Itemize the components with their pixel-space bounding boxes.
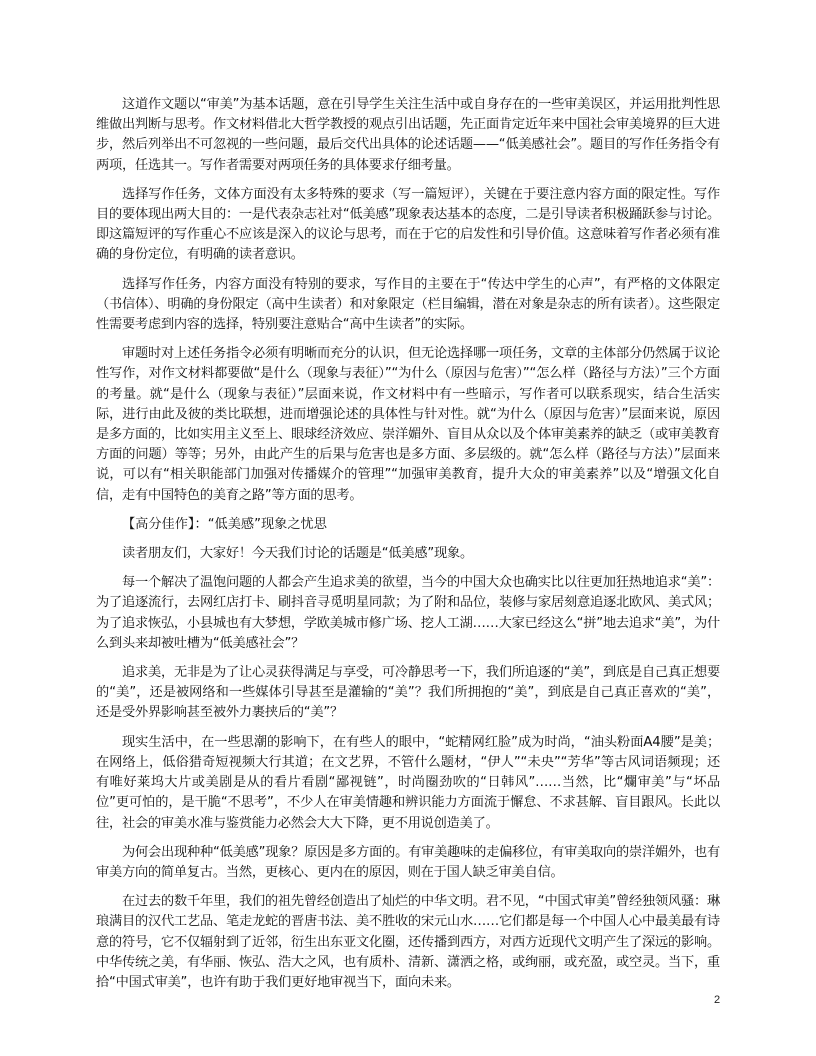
page-number: 2 xyxy=(714,994,721,1006)
essay-paragraph-3: 追求美，无非是为了让心灵获得满足与享受，可冷静思考一下，我们所追逐的“美”，到底是自己真正想要的“美”，还是被网络和一些媒体引导甚至是灌输的“美”？我们所拥抱的“美”，到底是自己真正喜欢的“美”，还是受外界影响甚至被外力裹挟后的“美”？ xyxy=(96,665,720,721)
document-body xyxy=(96,95,720,1002)
essay-paragraph-6: 在过去的数千年里，我们的祖先曾经创造出了灿烂的中华文明。君不见，“中国式审美”曾经独领风骚：琳琅满目的汉代工艺品、笔走龙蛇的晋唐书法、美不胜收的宋元山水……它们都是每一个中国人心中最美最有诗意的符号，它不仅辐射到了近邻，衍生出东亚文化圈，还传播到西方，对西方近现代文明产生了深远的影响。中华传统之美，有华丽、恢弘、浩大之风，也有质朴、清新、潇洒之格，或绚丽，或充盈，或空灵。当下，重拾“中国式审美”，也许有助于我们更好地审视当下，面向未来。 xyxy=(96,894,720,990)
analysis-paragraph-1: 这道作文题以“审美”为基本话题，意在引导学生关注生活中或自身存在的一些审美误区，并运用批判性思维做出判断与思考。作文材料借北大哲学教授的观点引出话题，先正面肯定近年来中国社会审美境界的巨大进步，然后列举出不可忽视的一些问题，最后交代出具体的论述话题——“低美感社会”。题目的写作任务指令有两项，任选其一。写作者需要对两项任务的具体要求仔细考量。 xyxy=(96,97,720,173)
essay-paragraph-4: 现实生活中，在一些思潮的影响下，在有些人的眼中，“蛇精网红脸”成为时尚，“油头粉面A4腰”是美；在网络上，低俗猎奇短视频大行其道；在文艺界，不管什么题材，“伊人”“未央”“芳华”等古风词语频现；还有唯好莱坞大片或美剧是从的看片看剧“鄙视链”，时尚圈劲吹的“日韩风”……当然，比“爛审美”与“坏品位”更可怕的，是干脆“不思考”，不少人在审美情趣和辨识能力方面流于懈怠、不求甚解、盲目跟风。长此以往，社会的审美水准与鉴赏能力必然会大大下降，更不用说创造美了。 xyxy=(96,734,720,831)
essay-paragraph-2: 每一个解决了温饱问题的人都会产生追求美的欲望，当今的中国大众也确实比以往更加狂热地追求“美”：为了追逐流行，去网红店打卡、刷抖音寻觅明星同款；为了附和品位，装修与家居刻意追逐北欧风、美式风；为了追求恢弘，小县城也有大梦想，学欧美城市修广场、挖人工湖……大家已经这么“拼”地去追求“美”，为什么到头来却被吐槽为“低美感社会”？ xyxy=(96,575,720,651)
analysis-paragraph-2: 选择写作任务，文体方面没有太多特殊的要求（写一篇短评），关键在于要注意内容方面的限定性。写作目的要体现出两大目的：一是代表杂志社对“低美感”现象表达基本的态度，二是引导读者积极踊跃参与讨论。即这篇短评的写作重心不应该是深入的议论与思考，而在于它的启发性和引导价值。这意味着写作者必须有准确的身份定位，有明确的读者意识。 xyxy=(96,186,720,263)
essay-paragraph-5: 为何会出现种种“低美感”现象？原因是多方面的。有审美趣味的走偏移位，有审美取向的崇洋媚外，也有审美方向的简单复古。当然，更核心、更内在的原因，则在于国人缺乏审美自信。 xyxy=(96,844,720,880)
essay-heading: 【高分佳作】：“低美感”现象之忧思 xyxy=(122,516,327,532)
analysis-paragraph-4: 审题时对上述任务指令必须有明晰而充分的认识，但无论选择哪一项任务，文章的主体部分仍然属于议论性写作，对作文材料都要做“是什么（现象与表征）”“为什么（原因与危害）”“怎么样（路径与方法）”三个方面的考量。就“是什么（现象与表征）”层面来说，作文材料中有一些暗示，写作者可以联系现实，结合生活实际，进行由此及彼的类比联想，进而增强论述的具体性与针对性。就“为什么（原因与危害）”层面来说，原因是多方面的，比如实用主义至上、眼球经济效应、崇洋媚外、盲目从众以及个体审美素养的缺乏（或审美教育方面的问题）等等；另外，由此产生的后果与危害也是多方面、多层级的。就“怎么样（路径与方法）”层面来说，可以有“相关职能部门加强对传播媒介的管理”“加强审美教育，提升大众的审美素养”以及“增强文化自信，走有中国特色的美育之路”等方面的思考。 xyxy=(96,346,720,503)
essay-paragraph-1: 读者朋友们，大家好！今天我们讨论的话题是“低美感”现象。 xyxy=(122,546,473,562)
analysis-paragraph-3: 选择写作任务，内容方面没有特别的要求，写作目的主要在于“传达中学生的心声”，有严格的文体限定（书信体）、明确的身份限定（高中生读者）和对象限定（栏目编辑，潜在对象是杂志的所有读者）。这些限定性需要考虑到内容的选择，特别要注意贴合“高中生读者”的实际。 xyxy=(96,276,720,333)
